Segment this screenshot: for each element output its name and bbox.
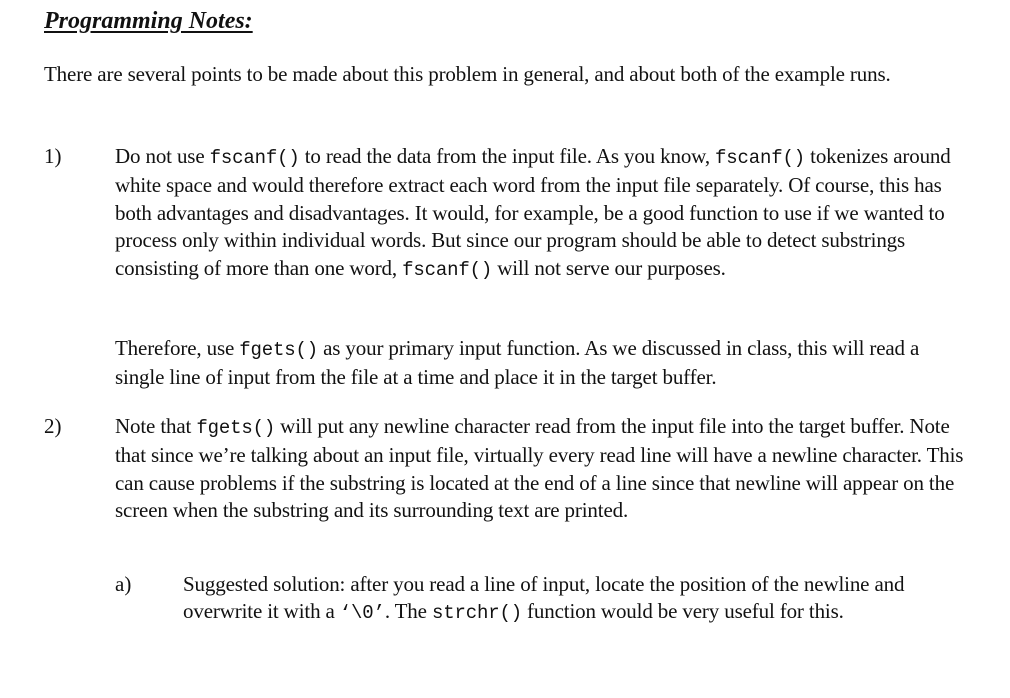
code-null-char: ‘\0’ <box>339 602 385 625</box>
page-title: Programming Notes: <box>44 8 253 34</box>
text-run: function would be very useful for this. <box>521 599 844 624</box>
text-run: Suggested solution: after you read a line of input, locate the position of the newline and overwrite it with a <box>183 572 905 624</box>
text-run: will not serve our purposes. <box>492 255 726 280</box>
code-fscanf: fscanf() <box>209 147 300 169</box>
text-run: to read the data from the input file. As you know, <box>299 144 716 168</box>
text-run: tokenizes around white space and would therefore extract each word from the input file separately. Of course, this has both advantages and disadvantages. It would, for example, be a good function to use if we wanted to process only within individual words. But since our program should be able to detect substrings consisting of more than one word, <box>115 144 951 280</box>
text-run: Therefore, use <box>115 336 240 360</box>
code-fgets: fgets() <box>239 339 319 361</box>
text-run: will put any newline character read from the input file into the target buffer. Note that since we’re talking about an input file, virtually every read line will have a newline character. This can cause problems if the substring is located at the end of a line since that newline will appear on the screen when the substring and its surrounding text are printed. <box>115 414 964 523</box>
text-run: Note that <box>115 414 197 438</box>
code-fscanf: fscanf() <box>715 147 806 169</box>
item-1-paragraph-2 <box>115 335 965 392</box>
text-run: as your primary input function. As we discussed in class, this will read a single line of input from the file at a time and place it in the target buffer. <box>115 336 920 390</box>
code-fscanf: fscanf() <box>402 258 493 281</box>
text-run: Do not use <box>115 144 210 168</box>
text-run: . The <box>384 599 432 624</box>
intro-paragraph: There are several points to be made about this problem in general, and about both of the example runs. <box>44 62 891 86</box>
item-2-paragraph <box>115 413 965 525</box>
code-fgets: fgets() <box>196 417 276 439</box>
item-2a-paragraph <box>183 571 963 628</box>
item-1-number: 1) <box>44 144 62 168</box>
item-2a-letter: a) <box>115 572 132 596</box>
item-1-paragraph-1 <box>115 143 965 284</box>
item-2-number: 2) <box>44 414 62 438</box>
code-strchr: strchr() <box>431 602 522 625</box>
